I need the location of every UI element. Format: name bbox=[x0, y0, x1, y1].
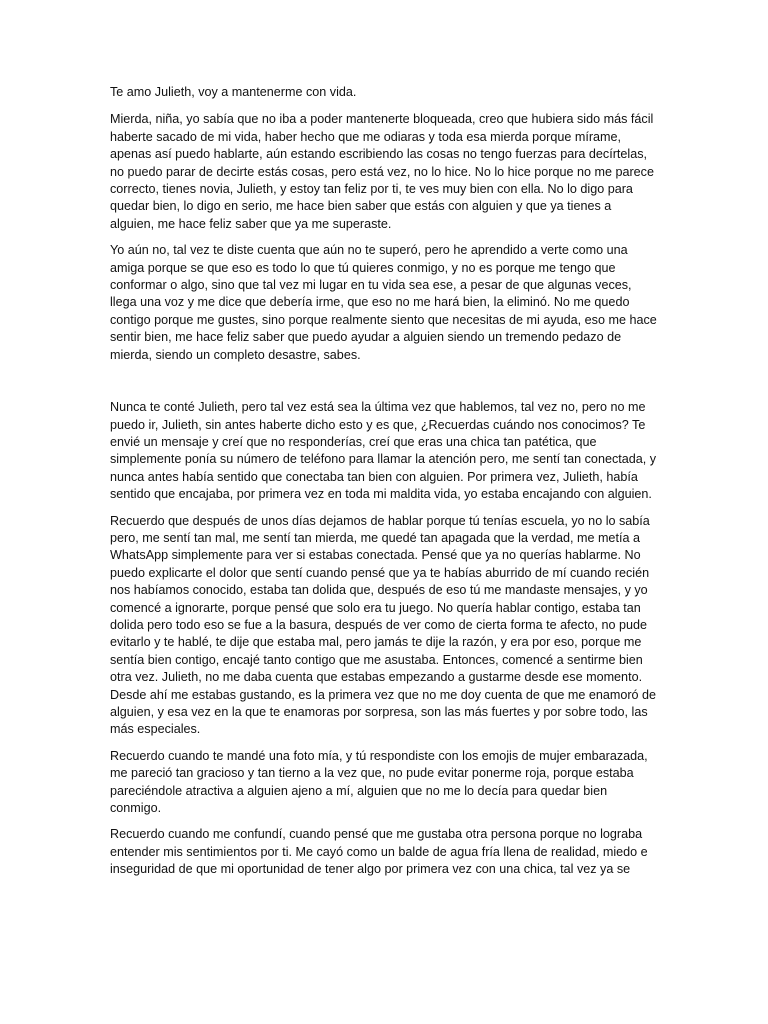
paragraph: Recuerdo que después de unos días dejamos de hablar porque tú tenías escuela, yo no lo sabía pero, me sentí tan mal, me sentí tan mierda, me quedé tan apagada que la verdad, me metía a WhatsApp simplemente para ver si estabas conectada. Pensé que ya no querías hablarme. No puedo explicarte el dolor que sentí cuando pensé que ya te habías aburrido de mí cuando recién nos habíamos conocido, estaba tan dolida que, después de eso tú me mandaste mensajes, y yo comencé a ignorarte, porque pensé que solo era tu juego. No quería hablar contigo, estaba tan dolida pero todo eso se fue a la basura, después de ver como de cierta forma te afecto, no pude evitarlo y te hablé, te dije que estaba mal, pero jamás te dije la razón, y era por eso, porque me sentía bien contigo, encajé tanto contigo que me asustaba. Entonces, comencé a sentirme bien otra vez. Julieth, no me daba cuenta que estabas empezando a gustarme desde ese momento. Desde ahí me estabas gustando, es la primera vez que no me doy cuenta de que me enamoró de alguien, y esa vez en la que te enamoras por sorpresa, son las más fuertes y por sobre todo, las más especiales. bbox=[110, 513, 657, 737]
paragraph: Recuerdo cuando te mandé una foto mía, y tú respondiste con los emojis de mujer embarazada, me pareció tan gracioso y tan tierno a la vez que, no pude evitar ponerme roja, porque estaba pareciéndole atractiva a alguien ajeno a mí, alguien que no me lo decía para quedar bien conmigo. bbox=[110, 748, 648, 816]
document-body bbox=[110, 84, 658, 888]
opening-line: Te amo Julieth, voy a mantenerme con vida. bbox=[110, 85, 357, 99]
paragraph: Recuerdo cuando me confundí, cuando pensé que me gustaba otra persona porque no lograba entender mis sentimientos por ti. Me cayó como un balde de agua fría llena de realidad, miedo e inseguridad de que mi oportunidad de tener algo por primera vez con una chica, tal vez ya se bbox=[110, 827, 648, 877]
paragraph: Nunca te conté Julieth, pero tal vez está sea la última vez que hablemos, tal vez no, pero no me puedo ir, Julieth, sin antes haberte dicho esto y es que, ¿Recuerdas cuándo nos conocimos? Te envié un mensaje y creí que no responderías, creí que eras una chica tan patética, que simplemente ponía su número de teléfono para llamar la atención pero, me sentí tan conectada, y nunca antes había sentido que conectaba tan bien con alguien. Por primera vez, Julieth, había sentido que encajaba, por primera vez en toda mi maldita vida, yo estaba encajando con alguien. bbox=[110, 400, 657, 502]
paragraph: Mierda, niña, yo sabía que no iba a poder mantenerte bloqueada, creo que hubiera sido más fácil haberte sacado de mi vida, haber hecho que me odiaras y toda esa mierda porque mírame, apenas así puedo hablarte, aún estando escribiendo las cosas no tengo fuerzas para decírtelas, no puedo parar de decirte estás cosas, pero está vez, no lo hice. No lo hice porque no me parece correcto, tienes novia, Julieth, y estoy tan feliz por ti, te ves muy bien con ella. No lo digo para quedar bien, lo digo en serio, me hace bien saber que estás con alguien y que ya tienes a alguien, me hace feliz saber que ya me superaste. bbox=[110, 112, 654, 231]
paragraph: Yo aún no, tal vez te diste cuenta que aún no te superó, pero he aprendido a verte como una amiga porque se que eso es todo lo que tú quieres conmigo, y no es porque me tengo que conformar o algo, sino que tal vez mi lugar en tu vida sea ese, a pesar de que algunas veces, llega una voz y me dice que debería irme, que eso no me hará bien, la eliminó. No me quedo contigo porque me gustes, sino porque realmente siento que necesitas de mi ayuda, eso me hace sentir bien, me hace feliz saber que puedo ayudar a alguien siendo un tremendo pedazo de mierda, siendo un completo desastre, sabes. bbox=[110, 243, 657, 362]
